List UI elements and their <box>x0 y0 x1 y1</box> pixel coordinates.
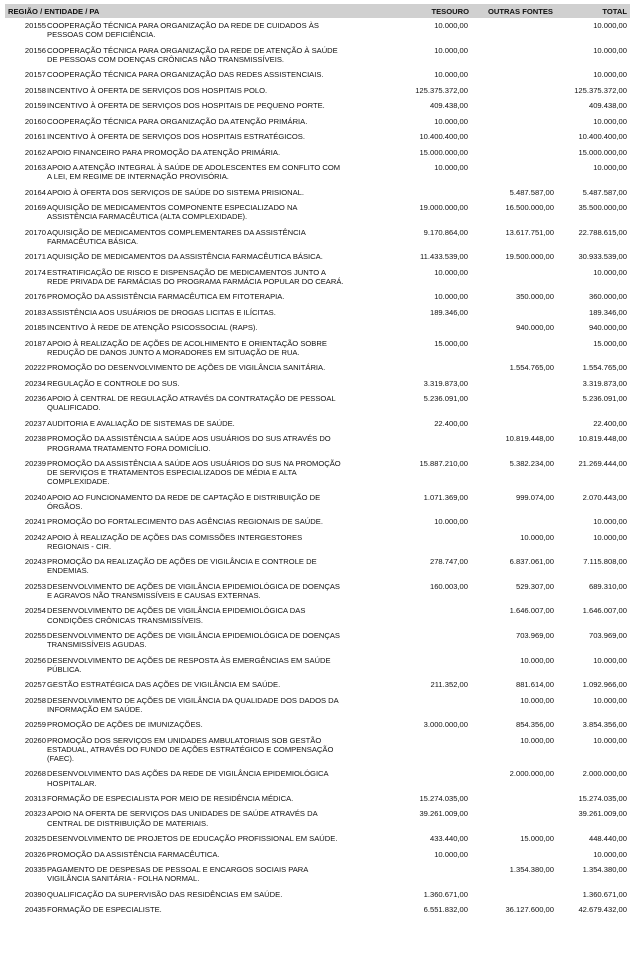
row-code: 20260 <box>24 735 46 745</box>
row-total: 21.269.444,00 <box>578 458 627 468</box>
row-code: 20435 <box>24 905 46 915</box>
row-total: 3.854.356,00 <box>582 720 627 730</box>
row-total: 703.969,00 <box>588 631 627 641</box>
row-description: FORMAÇÃO DE ESPECIALISTE. <box>47 905 162 915</box>
row-tesouro: 3.000.000,00 <box>423 720 468 730</box>
row-outras-fontes: 10.000,00 <box>520 532 554 542</box>
table-row <box>5 252 630 261</box>
table-row <box>5 582 630 600</box>
header-outras-fontes: OUTRAS FONTES <box>488 6 553 16</box>
row-description: PROMOÇÃO DA REALIZAÇÃO DE AÇÕES DE VIGILÂNCIA E CONTROLE DE ENDEMIAS. <box>47 557 317 576</box>
row-total: 1.554.765,00 <box>582 363 627 373</box>
row-total: 35.500.000,00 <box>578 203 627 213</box>
row-total: 42.679.432,00 <box>578 905 627 915</box>
table-row <box>5 148 630 157</box>
row-total: 10.000,00 <box>593 45 627 55</box>
row-total: 2.070.443,00 <box>582 492 627 502</box>
row-description: INCENTIVO À OFERTA DE SERVIÇOS DOS HOSPITAIS DE PEQUENO PORTE. <box>47 101 325 111</box>
row-total: 10.000,00 <box>593 517 627 527</box>
row-description: COOPERAÇÃO TÉCNICA PARA ORGANIZAÇÃO DAS REDES ASSISTENCIAIS. <box>47 70 324 80</box>
row-tesouro: 10.000,00 <box>434 517 468 527</box>
row-total: 5.236.091,00 <box>582 394 627 404</box>
table-row <box>5 292 630 301</box>
row-code: 20239 <box>24 458 46 468</box>
row-code: 20335 <box>24 865 46 875</box>
row-tesouro: 10.400.400,00 <box>419 132 468 142</box>
row-code: 20242 <box>24 532 46 542</box>
row-outras-fontes: 881.614,00 <box>515 680 554 690</box>
row-code: 20162 <box>24 147 46 157</box>
row-outras-fontes: 10.000,00 <box>520 695 554 705</box>
table-row <box>5 21 630 39</box>
row-description: PROMOÇÃO DO FORTALECIMENTO DAS AGÊNCIAS REGIONAIS DE SAÚDE. <box>47 517 323 527</box>
row-total: 360.000,00 <box>588 292 627 302</box>
table-row <box>5 46 630 64</box>
row-total: 10.000,00 <box>593 735 627 745</box>
row-total: 940.000,00 <box>588 323 627 333</box>
row-tesouro: 10.000,00 <box>434 70 468 80</box>
row-description: INCENTIVO À OFERTA DE SERVIÇOS DOS HOSPITAIS POLO. <box>47 85 268 95</box>
row-code: 20256 <box>24 655 46 665</box>
row-tesouro: 10.000,00 <box>434 21 468 30</box>
row-description: APOIO À CENTRAL DE REGULAÇÃO ATRAVÉS DA CONTRATAÇÃO DE PESSOAL QUALIFICADO. <box>47 394 336 413</box>
row-outras-fontes: 16.500.000,00 <box>505 203 554 213</box>
row-tesouro: 15.274.035,00 <box>419 793 468 803</box>
table-row <box>5 696 630 714</box>
table-row <box>5 769 630 787</box>
row-description: DESENVOLVIMENTO DE AÇÕES DE RESPOSTA ÀS EMERGÊNCIAS EM SAÚDE PÚBLICA. <box>47 655 331 674</box>
row-outras-fontes: 5.382.234,00 <box>509 458 554 468</box>
table-row <box>5 850 630 859</box>
row-total: 1.354.380,00 <box>582 865 627 875</box>
row-tesouro: 409.438,00 <box>429 101 468 111</box>
row-code: 20171 <box>24 252 46 262</box>
row-total: 3.319.873,00 <box>582 378 627 388</box>
row-total: 10.000,00 <box>593 116 627 126</box>
row-total: 125.375.372,00 <box>574 85 627 95</box>
table-row <box>5 203 630 221</box>
row-code: 20236 <box>24 394 46 404</box>
table-row <box>5 101 630 110</box>
row-total: 1.360.671,00 <box>582 889 627 899</box>
row-tesouro: 6.551.832,00 <box>423 905 468 915</box>
row-outras-fontes: 6.837.061,00 <box>509 557 554 567</box>
row-outras-fontes: 13.617.751,00 <box>505 227 554 237</box>
table-row <box>5 680 630 689</box>
row-tesouro: 10.000,00 <box>434 292 468 302</box>
row-description: QUALIFICAÇÃO DA SUPERVISÃO DAS RESIDÊNCIAS EM SAÚDE. <box>47 889 283 899</box>
row-code: 20258 <box>24 695 46 705</box>
row-description: PAGAMENTO DE DESPESAS DE PESSOAL E ENCARGOS SOCIAIS PARA VIGILÂNCIA SANITÁRIA - FOLHA NORMAL. <box>47 865 308 884</box>
row-code: 20326 <box>24 849 46 859</box>
row-total: 22.400,00 <box>593 418 627 428</box>
row-tesouro: 11.433.539,00 <box>420 252 468 262</box>
row-total: 22.788.615,00 <box>578 227 627 237</box>
row-description: APOIO À OFERTA DOS SERVIÇOS DE SAÚDE DO SISTEMA PRISIONAL. <box>47 187 304 197</box>
table-row <box>5 434 630 452</box>
row-tesouro: 3.319.873,00 <box>423 378 468 388</box>
table-row <box>5 606 630 624</box>
row-outras-fontes: 5.487.587,00 <box>509 187 554 197</box>
row-total: 1.646.007,00 <box>582 606 627 616</box>
table-row <box>5 86 630 95</box>
table-row <box>5 557 630 575</box>
row-outras-fontes: 1.646.007,00 <box>509 606 554 616</box>
table-row <box>5 736 630 763</box>
table-row <box>5 163 630 181</box>
row-outras-fontes: 36.127.600,00 <box>505 905 554 915</box>
row-code: 20185 <box>24 323 46 333</box>
row-description: DESENVOLVIMENTO DE AÇÕES DE VIGILÂNCIA EPIDEMIOLÓGICA DAS CONDIÇÕES CRÔNICAS TRANSMISSÍVEIS. <box>47 606 306 625</box>
row-tesouro: 160.003,00 <box>429 581 468 591</box>
table-row <box>5 533 630 551</box>
row-tesouro: 15.000.000,00 <box>419 147 468 157</box>
table-row <box>5 656 630 674</box>
table-row <box>5 363 630 372</box>
row-code: 20325 <box>24 834 46 844</box>
row-outras-fontes: 10.000,00 <box>520 655 554 665</box>
table-row <box>5 794 630 803</box>
row-total: 448.440,00 <box>588 834 627 844</box>
row-total: 10.000,00 <box>593 532 627 542</box>
row-code: 20241 <box>24 517 46 527</box>
row-total: 10.000,00 <box>593 695 627 705</box>
row-total: 15.000.000,00 <box>578 147 627 157</box>
table-row <box>5 834 630 843</box>
row-description: AQUISIÇÃO DE MEDICAMENTOS COMPLEMENTARES DA ASSISTÊNCIA FARMACÊUTICA BÁSICA. <box>47 227 306 246</box>
row-code: 20254 <box>24 606 46 616</box>
table-header <box>5 4 630 18</box>
row-outras-fontes: 19.500.000,00 <box>505 252 554 262</box>
row-description: PROMOÇÃO DOS SERVIÇOS EM UNIDADES AMBULATORIAIS SOB GESTÃO ESTADUAL, ATRAVÉS DO FUNDO DE AÇÕES ESTRATÉGICO E COMPENSAÇÃO (FAEC). <box>47 735 334 763</box>
table-row <box>5 188 630 197</box>
row-description: COOPERAÇÃO TÉCNICA PARA ORGANIZAÇÃO DA REDE DE ATENÇÃO À SAÚDE DE PESSOAS COM DOENÇAS CRÔNICAS NÃO TRANSMISSÍVEIS. <box>47 45 338 64</box>
row-description: DESENVOLVIMENTO DE AÇÕES DE VIGILÂNCIA EPIDEMIOLÓGICA DE DOENÇAS E AGRAVOS NÃO TRANSMISSÍVEIS E CAUSAS EXTERNAS. <box>47 581 340 600</box>
row-total: 2.000.000,00 <box>582 769 627 779</box>
row-code: 20238 <box>24 434 46 444</box>
row-code: 20240 <box>24 492 46 502</box>
header-total: TOTAL <box>602 6 627 16</box>
row-tesouro: 10.000,00 <box>434 163 468 173</box>
row-code: 20237 <box>24 418 46 428</box>
table-row <box>5 379 630 388</box>
row-code: 20268 <box>24 769 46 779</box>
row-code: 20187 <box>24 338 46 348</box>
row-description: PROMOÇÃO DA ASSISTÊNCIA A SAÚDE AOS USUÁRIOS DO SUS ATRAVÉS DO PROGRAMA TRATAMENTO FORA DOMICÍLIO. <box>47 434 331 453</box>
table-row <box>5 339 630 357</box>
row-description: APOIO AO FUNCIONAMENTO DA REDE DE CAPTAÇÃO E DISTRIBUIÇÃO DE ÓRGÃOS. <box>47 492 321 511</box>
row-description: DESENVOLVIMENTO DE AÇÕES DE VIGILÂNCIA EPIDEMIOLÓGICA DE DOENÇAS TRANSMISSÍVEIS AGUDAS. <box>47 631 340 650</box>
row-code: 20161 <box>24 132 46 142</box>
row-tesouro: 1.071.369,00 <box>423 492 468 502</box>
row-total: 689.310,00 <box>588 581 627 591</box>
row-outras-fontes: 999.074,00 <box>515 492 554 502</box>
row-outras-fontes: 703.969,00 <box>515 631 554 641</box>
row-description: APOIO A ATENÇÃO INTEGRAL À SAÚDE DE ADOLESCENTES EM CONFLITO COM A LEI, EM REGIME DE INTERNAÇÃO PROVISÓRIA. <box>47 163 341 182</box>
table-row <box>5 517 630 526</box>
row-code: 20243 <box>24 557 46 567</box>
row-description: APOIO FINANCEIRO PARA PROMOÇÃO DA ATENÇÃO PRIMÁRIA. <box>47 147 281 157</box>
row-outras-fontes: 15.000,00 <box>520 834 554 844</box>
row-description: FORMAÇÃO DE ESPECIALISTA POR MEIO DE RESIDÊNCIA MÉDICA. <box>47 793 294 803</box>
table-row <box>5 905 630 914</box>
row-description: PROMOÇÃO DA ASSISTÊNCIA FARMACÊUTICA. <box>47 849 220 859</box>
row-total: 30.933.539,00 <box>578 252 627 262</box>
row-code: 20157 <box>24 70 46 80</box>
row-code: 20169 <box>24 203 46 213</box>
row-outras-fontes: 1.554.765,00 <box>509 363 554 373</box>
row-tesouro: 211.352,00 <box>430 680 468 690</box>
row-description: INCENTIVO À REDE DE ATENÇÃO PSICOSSOCIAL (RAPS). <box>47 323 258 333</box>
row-description: PROMOÇÃO DA ASSISTÊNCIA A SAÚDE AOS USUÁRIOS DO SUS NA PROMOÇÃO DE SERVIÇOS E TRATAMENTOS ESPECIALIZADOS DE MÉDIA E ALTA COMPLEXIDADE. <box>47 458 341 487</box>
row-description: AUDITORIA E AVALIAÇÃO DE SISTEMAS DE SAÚDE. <box>47 418 235 428</box>
row-code: 20259 <box>24 720 46 730</box>
row-total: 5.487.587,00 <box>582 187 627 197</box>
row-code: 20159 <box>24 101 46 111</box>
table-row <box>5 228 630 246</box>
row-description: APOIO À REALIZAÇÃO DE AÇÕES DE ACOLHIMENTO E ORIENTAÇÃO SOBRE REDUÇÃO DE DANOS JUNTO A MORADORES EM SITUAÇÃO DE RUA. <box>47 338 327 357</box>
row-code: 20183 <box>24 307 46 317</box>
row-total: 10.000,00 <box>593 70 627 80</box>
row-code: 20170 <box>24 227 46 237</box>
row-code: 20253 <box>24 581 46 591</box>
row-description: INCENTIVO À OFERTA DE SERVIÇOS DOS HOSPITAIS ESTRATÉGICOS. <box>47 132 305 142</box>
row-code: 20222 <box>24 363 46 373</box>
table-body <box>5 21 630 914</box>
row-tesouro: 125.375.372,00 <box>415 85 468 95</box>
row-total: 10.400.400,00 <box>578 132 627 142</box>
row-total: 7.115.808,00 <box>583 557 627 567</box>
row-outras-fontes: 350.000,00 <box>515 292 554 302</box>
row-description: APOIO À REALIZAÇÃO DE AÇÕES DAS COMISSÕES INTERGESTORES REGIONAIS - CIR. <box>47 532 303 551</box>
row-outras-fontes: 529.307,00 <box>515 581 554 591</box>
row-total: 10.819.448,00 <box>578 434 627 444</box>
table-row <box>5 890 630 899</box>
row-tesouro: 15.000,00 <box>434 338 468 348</box>
row-code: 20313 <box>24 793 46 803</box>
row-tesouro: 10.000,00 <box>434 849 468 859</box>
row-description: PROMOÇÃO DE AÇÕES DE IMUNIZAÇÕES. <box>47 720 203 730</box>
row-code: 20257 <box>24 680 46 690</box>
row-code: 20160 <box>24 116 46 126</box>
row-total: 189.346,00 <box>588 307 627 317</box>
table-row <box>5 117 630 126</box>
row-code: 20158 <box>24 85 46 95</box>
table-row <box>5 268 630 286</box>
row-code: 20234 <box>24 378 46 388</box>
row-outras-fontes: 854.356,00 <box>515 720 554 730</box>
row-total: 10.000,00 <box>593 849 627 859</box>
row-code: 20164 <box>24 187 46 197</box>
row-tesouro: 1.360.671,00 <box>423 889 468 899</box>
row-total: 39.261.009,00 <box>578 809 627 819</box>
row-code: 20163 <box>24 163 46 173</box>
row-total: 1.092.966,00 <box>582 680 627 690</box>
row-code: 20176 <box>24 292 46 302</box>
table-row <box>5 459 630 486</box>
row-tesouro: 433.440,00 <box>429 834 468 844</box>
table-row <box>5 419 630 428</box>
row-description: PROMOÇÃO DO DESENVOLVIMENTO DE AÇÕES DE VIGILÂNCIA SANITÁRIA. <box>47 363 326 373</box>
row-total: 10.000,00 <box>593 21 627 30</box>
row-code: 20174 <box>24 267 46 277</box>
row-tesouro: 19.000.000,00 <box>419 203 468 213</box>
row-description: AQUISIÇÃO DE MEDICAMENTOS DA ASSISTÊNCIA FARMACÊUTICA BÁSICA. <box>47 252 323 262</box>
row-description: COOPERAÇÃO TÉCNICA PARA ORGANIZAÇÃO DA ATENÇÃO PRIMÁRIA. <box>47 116 308 126</box>
row-code: 20255 <box>24 631 46 641</box>
row-description: DESENVOLVIMENTO DE AÇÕES DE VIGILÂNCIA DA QUALIDADE DOS DADOS DA INFORMAÇÃO EM SAÚDE. <box>47 695 339 714</box>
row-total: 10.000,00 <box>593 267 627 277</box>
header-region: REGIÃO / ENTIDADE / PA <box>8 6 100 16</box>
row-description: DESENVOLVIMENTO DAS AÇÕES DA REDE DE VIGILÂNCIA EPIDEMIOLÓGICA HOSPITALAR. <box>47 769 329 788</box>
row-outras-fontes: 1.354.380,00 <box>509 865 554 875</box>
row-description: APOIO NA OFERTA DE SERVIÇOS DAS UNIDADES DE SAÚDE ATRAVÉS DA CENTRAL DE DISTRIBUIÇÃO DE MATERIAIS. <box>47 809 318 828</box>
table-row <box>5 323 630 332</box>
row-tesouro: 10.000,00 <box>434 116 468 126</box>
table-row <box>5 809 630 827</box>
row-tesouro: 15.887.210,00 <box>419 458 468 468</box>
row-outras-fontes: 10.819.448,00 <box>505 434 554 444</box>
row-total: 10.000,00 <box>593 655 627 665</box>
row-tesouro: 10.000,00 <box>434 267 468 277</box>
row-total: 15.274.035,00 <box>578 793 627 803</box>
row-tesouro: 189.346,00 <box>429 307 468 317</box>
row-total: 409.438,00 <box>588 101 627 111</box>
row-total: 10.000,00 <box>593 163 627 173</box>
row-tesouro: 39.261.009,00 <box>419 809 468 819</box>
table-row <box>5 493 630 511</box>
table-row <box>5 720 630 729</box>
row-description: DESENVOLVIMENTO DE PROJETOS DE EDUCAÇÃO PROFISSIONAL EM SAÚDE. <box>47 834 338 844</box>
row-code: 20390 <box>24 889 46 899</box>
table-row <box>5 70 630 79</box>
row-description: ESTRATIFICAÇÃO DE RISCO E DISPENSAÇÃO DE MEDICAMENTOS JUNTO A REDE PRIVADA DE FARMÁCIAS DO PROGRAMA FARMÁCIA POPULAR DO CEARÁ. <box>47 267 344 286</box>
row-tesouro: 9.170.864,00 <box>423 227 468 237</box>
table-row <box>5 394 630 412</box>
table-row <box>5 308 630 317</box>
table-row <box>5 865 630 883</box>
table-row <box>5 132 630 141</box>
row-description: GESTÃO ESTRATÉGICA DAS AÇÕES DE VIGILÂNCIA EM SAÚDE. <box>47 680 281 690</box>
row-description: REGULAÇÃO E CONTROLE DO SUS. <box>47 378 180 388</box>
header-tesouro: TESOURO <box>431 6 469 16</box>
row-outras-fontes: 2.000.000,00 <box>509 769 554 779</box>
row-outras-fontes: 10.000,00 <box>520 735 554 745</box>
row-description: ASSISTÊNCIA AOS USUÁRIOS DE DROGAS LICITAS E ILÍCITAS. <box>47 307 276 317</box>
table-row <box>5 631 630 649</box>
row-tesouro: 10.000,00 <box>434 45 468 55</box>
row-description: COOPERAÇÃO TÉCNICA PARA ORGANIZAÇÃO DA REDE DE CUIDADOS ÀS PESSOAS COM DEFICIÊNCIA. <box>47 21 319 40</box>
row-tesouro: 278.747,00 <box>429 557 468 567</box>
row-tesouro: 5.236.091,00 <box>423 394 468 404</box>
row-total: 15.000,00 <box>593 338 627 348</box>
row-outras-fontes: 940.000,00 <box>515 323 554 333</box>
row-tesouro: 22.400,00 <box>434 418 468 428</box>
row-code: 20155 <box>24 21 46 30</box>
row-code: 20156 <box>24 45 46 55</box>
row-code: 20323 <box>24 809 46 819</box>
row-description: PROMOÇÃO DA ASSISTÊNCIA FARMACÊUTICA EM FITOTERAPIA. <box>47 292 285 302</box>
row-description: AQUISIÇÃO DE MEDICAMENTOS COMPONENTE ESPECIALIZADO NA ASSISTÊNCIA FARMACÊUTICA (ALTA COMPLEXIDADE). <box>47 203 298 222</box>
